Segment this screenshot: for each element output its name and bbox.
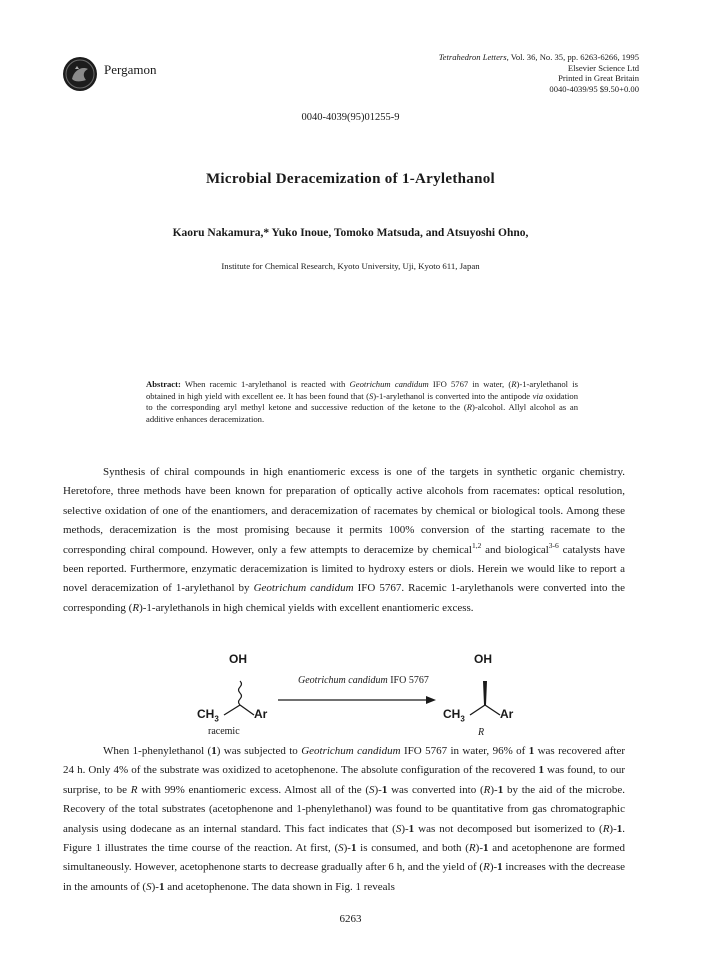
left-ch3-label: $CH_3$ bbox=[197, 707, 219, 724]
reaction-scheme bbox=[0, 645, 701, 738]
wedge-bond bbox=[483, 681, 487, 705]
left-aryl-bond bbox=[240, 705, 254, 715]
affiliation: Institute for Chemical Research, Kyoto University, Uji, Kyoto 611, Japan bbox=[221, 261, 480, 271]
journal-line-1: Tetrahedron Letters, Vol. 36, No. 35, pp. 6263-6266, 1995 bbox=[438, 52, 639, 62]
publisher-name: Pergamon bbox=[104, 62, 157, 77]
left-ar-label: Ar bbox=[254, 707, 268, 721]
right-aryl-bond bbox=[485, 705, 500, 715]
page-number: 6263 bbox=[339, 913, 362, 925]
scheme-bonds bbox=[0, 645, 701, 735]
reaction-arrow-head bbox=[426, 696, 436, 704]
body-paragraph-1: Synthesis of chiral compounds in high enantiomeric excess is one of the targets in synthetic organic chemistry. Heretofore, three methods have been known for preparation of optically active alcohols from racemates: optical resolution, selective oxidation of one of the enantiomers, and deracemization of racemates by chemical or biological tools. Among these methods, deracemization is the most promising because it permits 100% conversion of the starting racemate to the corresponding chiral compound. However, only a few attempts to deracemize by chemical$^{1,2}$ and biological$^{3-6}$ catalysts have been reported. Furthermore, enzymatic deracemization is limited to hydroxy esters or diols. Herein we would like to report a novel deracemization of 1-arylethanol by Geotrichum candidum IFO 5767. Racemic 1-arylethanols were converted into the corresponding (R)-1-arylethanols in high chemical yields with excellent enantiomeric excess. bbox=[63, 466, 625, 614]
journal-line-3: Printed in Great Britain bbox=[558, 73, 639, 83]
pergamon-logo-icon bbox=[62, 56, 98, 92]
left-oh-label: OH bbox=[229, 652, 247, 666]
right-ch3-label: $CH_3$ bbox=[443, 707, 465, 724]
paper-title: Microbial Deracemization of 1-Arylethanol bbox=[205, 171, 496, 187]
right-methyl-bond bbox=[470, 705, 485, 715]
journal-line-2: Elsevier Science Ltd bbox=[567, 62, 639, 73]
journal-line-4: 0040-4039/95 $9.50+0.00 bbox=[549, 83, 639, 94]
author-list: Kaoru Nakamura,* Yuko Inoue, Tomoko Matsuda, and Atsuyoshi Ohno, bbox=[172, 227, 529, 239]
right-ar-label: Ar bbox=[500, 707, 514, 721]
left-methyl-bond bbox=[224, 705, 240, 715]
racemic-label: racemic bbox=[208, 726, 240, 737]
reagent-label: Geotrichum candidum IFO 5767 bbox=[298, 675, 429, 686]
journal-citation bbox=[379, 52, 639, 94]
wavy-bond bbox=[239, 681, 242, 705]
configuration-label: R bbox=[478, 727, 485, 738]
body-paragraph-2: When 1-phenylethanol (1) was subjected to Geotrichum candidum IFO 5767 in water, 96% of 1 was recovered after 24 h. Only 4% of the substrate was oxidized to acetophenone. The absolute configuration of the recovered 1 was found, to our surprise, to be R with 99% enantiomeric excess. Almost all of the (S)-1 was converted into (R)-1 by the aid of the microbe. Recovery of the total substrates (acetophenone and 1-phenylethanol) was found to be quantitative from gas chromatographic analysis using dodecane as an internal standard. This fact indicates that (S)-1 was not decomposed but isomerized to (R)-1. Figure 1 illustrates the time course of the reaction. At first, (S)-1 is consumed, and both (R)-1 and acetophenone are formed simultaneously. However, acetophenone starts to decrease gradually after 6 h, and the yield of (R)-1 increases with the decrease in the amounts of (S)-1 and acetophenone. The data shown in Fig. 1 reveals bbox=[63, 745, 626, 893]
doi: 0040-4039(95)01255-9 bbox=[301, 112, 400, 123]
abstract: Abstract: When racemic 1-arylethanol is reacted with Geotrichum candidum IFO 5767 in water, (R)-1-arylethanol is obtained in high yield with excellent ee. It has been found that (S)-1-arylethanol is converted into the antipode via oxidation to the corresponding aryl methyl ketone and successive reduction of the ketone to the (R)-alcohol. Allyl alcohol as an additive enhances deracemization. bbox=[146, 379, 579, 424]
right-oh-label: OH bbox=[474, 652, 492, 666]
